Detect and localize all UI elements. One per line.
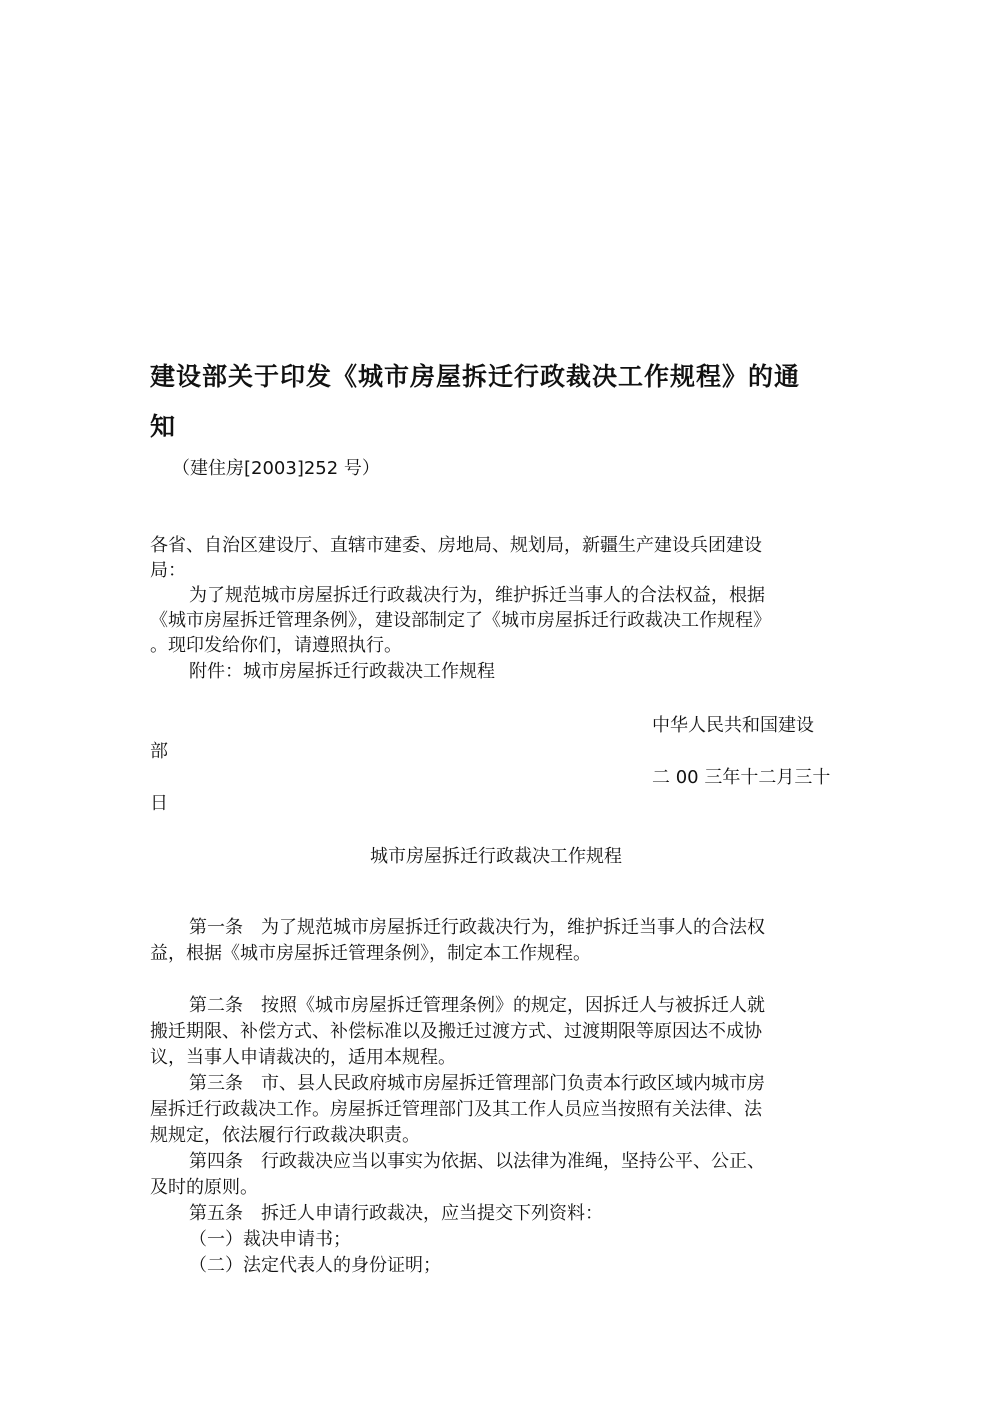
- addressee-line-1: 各省、自治区建设厅、直辖市建委、房地局、规划局，新疆生产建设兵团建设: [150, 535, 762, 556]
- signature-org-line-1: 中华人民共和国建设: [652, 715, 814, 736]
- signature-date-line-2: 日: [150, 793, 168, 814]
- article-2-line-2: 搬迁期限、补偿方式、补偿标准以及搬迁过渡方式、过渡期限等原因达不成协: [150, 1021, 762, 1042]
- signature-date-line-1: 二 00 三年十二月三十: [652, 767, 831, 788]
- article-5-line-1: 第五条 拆迁人申请行政裁决，应当提交下列资料：: [189, 1203, 603, 1224]
- document-number: （建住房[2003]252 号）: [172, 458, 380, 479]
- article-2-line-1: 第二条 按照《城市房屋拆迁管理条例》的规定，因拆迁人与被拆迁人就: [189, 995, 765, 1016]
- article-3-line-1: 第三条 市、县人民政府城市房屋拆迁管理部门负责本行政区域内城市房: [189, 1073, 765, 1094]
- article-2-line-3: 议，当事人申请裁决的，适用本规程。: [150, 1047, 456, 1068]
- article-1-line-2: 益，根据《城市房屋拆迁管理条例》，制定本工作规程。: [150, 943, 591, 964]
- attachment-line: 附件：城市房屋拆迁行政裁决工作规程: [189, 661, 495, 682]
- signature-org-line-2: 部: [150, 741, 168, 762]
- article-1-line-1: 第一条 为了规范城市房屋拆迁行政裁决行为，维护拆迁当事人的合法权: [189, 917, 765, 938]
- notice-body-line-3: 。现印发给你们，请遵照执行。: [150, 635, 402, 656]
- document-title-line-1: 建设部关于印发《城市房屋拆迁行政裁决工作规程》的通: [150, 362, 801, 391]
- article-4-line-1: 第四条 行政裁决应当以事实为依据、以法律为准绳，坚持公平、公正、: [189, 1151, 765, 1172]
- addressee-line-2: 局：: [150, 560, 186, 581]
- article-4-line-2: 及时的原则。: [150, 1177, 258, 1198]
- article-3-line-3: 规规定，依法履行行政裁决职责。: [150, 1125, 420, 1146]
- rules-title: 城市房屋拆迁行政裁决工作规程: [370, 846, 622, 867]
- notice-body-line-2: 《城市房屋拆迁管理条例》，建设部制定了《城市房屋拆迁行政裁决工作规程》: [150, 610, 771, 631]
- list-item: （一）裁决申请书；: [189, 1229, 351, 1250]
- article-3-line-2: 屋拆迁行政裁决工作。房屋拆迁管理部门及其工作人员应当按照有关法律、法: [150, 1099, 762, 1120]
- document-title-line-2: 知: [150, 412, 177, 441]
- notice-body-line-1: 为了规范城市房屋拆迁行政裁决行为，维护拆迁当事人的合法权益，根据: [189, 585, 765, 606]
- list-item: （二）法定代表人的身份证明；: [189, 1255, 441, 1276]
